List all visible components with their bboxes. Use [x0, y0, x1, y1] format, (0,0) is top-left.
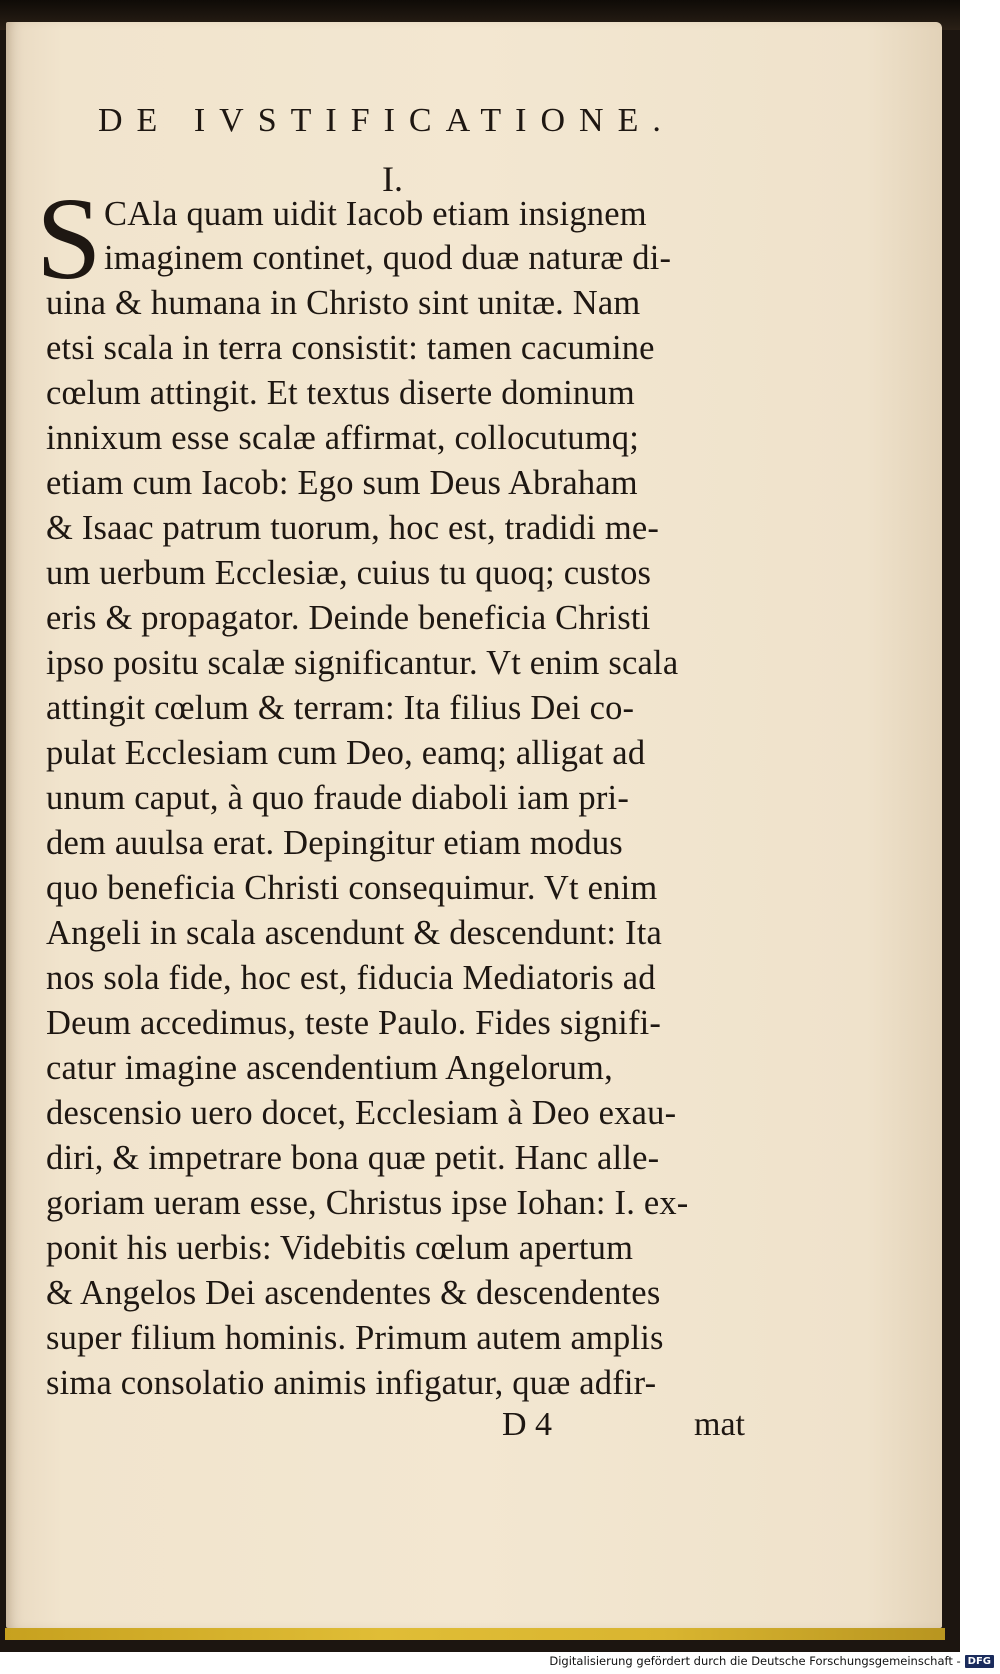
text-line: eris & propagator. Deinde beneficia Christi: [46, 599, 651, 637]
drop-cap: S: [36, 173, 102, 304]
text-line: Angeli in scala ascendunt & descendunt: Ita: [46, 914, 662, 952]
book-page: [6, 22, 942, 1628]
text-line: & Angelos Dei ascendentes & descendentes: [46, 1274, 661, 1312]
catchword: mat: [694, 1406, 745, 1443]
text-line: pulat Ecclesiam cum Deo, eamq; alligat ad: [46, 734, 646, 772]
text-line: & Isaac patrum tuorum, hoc est, tradidi me-: [46, 509, 660, 547]
text-line: quo beneficia Christi consequimur. Vt enim: [46, 869, 658, 907]
text-line: attingit cœlum & terram: Ita filius Dei co-: [46, 689, 635, 727]
text-line: sima consolatio animis infigatur, quæ adfir-: [46, 1364, 657, 1402]
running-header: DE IVSTIFICATIONE.: [98, 102, 675, 139]
text-line: goriam ueram esse, Christus ipse Iohan: I. ex-: [46, 1184, 689, 1222]
text-line: unum caput, à quo fraude diaboli iam pri-: [46, 779, 630, 817]
text-line: etsi scala in terra consistit: tamen cacumine: [46, 329, 655, 367]
text-line: dem auulsa erat. Depingitur etiam modus: [46, 824, 623, 862]
text-line: Deum accedimus, teste Paulo. Fides signifi-: [46, 1004, 662, 1042]
text-line: nos sola fide, hoc est, fiducia Mediatoris ad: [46, 959, 656, 997]
text-line: imaginem continet, quod duæ naturæ di-: [104, 239, 672, 277]
digitization-credit: [549, 1654, 994, 1668]
text-line: um uerbum Ecclesiæ, cuius tu quoq; custos: [46, 554, 652, 592]
text-line: ponit his uerbis: Videbitis cœlum apertum: [46, 1229, 634, 1267]
page-edge: [5, 1628, 945, 1640]
credit-text: Digitalisierung gefördert durch die Deutsche Forschungsgemeinschaft -: [549, 1654, 961, 1668]
text-line: etiam cum Iacob: Ego sum Deus Abraham: [46, 464, 638, 502]
dfg-logo: DFG: [965, 1655, 994, 1668]
text-line: uina & humana in Christo sint unitæ. Nam: [46, 284, 641, 322]
text-line: innixum esse scalæ affirmat, collocutumq;: [46, 419, 639, 457]
text-line: cœlum attingit. Et textus diserte dominum: [46, 374, 635, 412]
section-number: I.: [382, 159, 403, 199]
text-line: super filium hominis. Primum autem amplis: [46, 1319, 664, 1357]
text-line: CAla quam uidit Iacob etiam insignem: [104, 195, 647, 233]
text-line: catur imagine ascendentium Angelorum,: [46, 1049, 613, 1087]
text-line: ipso positu scalæ significantur. Vt enim scala: [46, 644, 679, 682]
signature-mark: D 4: [502, 1406, 553, 1443]
text-line: descensio uero docet, Ecclesiam à Deo exau-: [46, 1094, 677, 1132]
text-line: diri, & impetrare bona quæ petit. Hanc alle-: [46, 1139, 660, 1177]
